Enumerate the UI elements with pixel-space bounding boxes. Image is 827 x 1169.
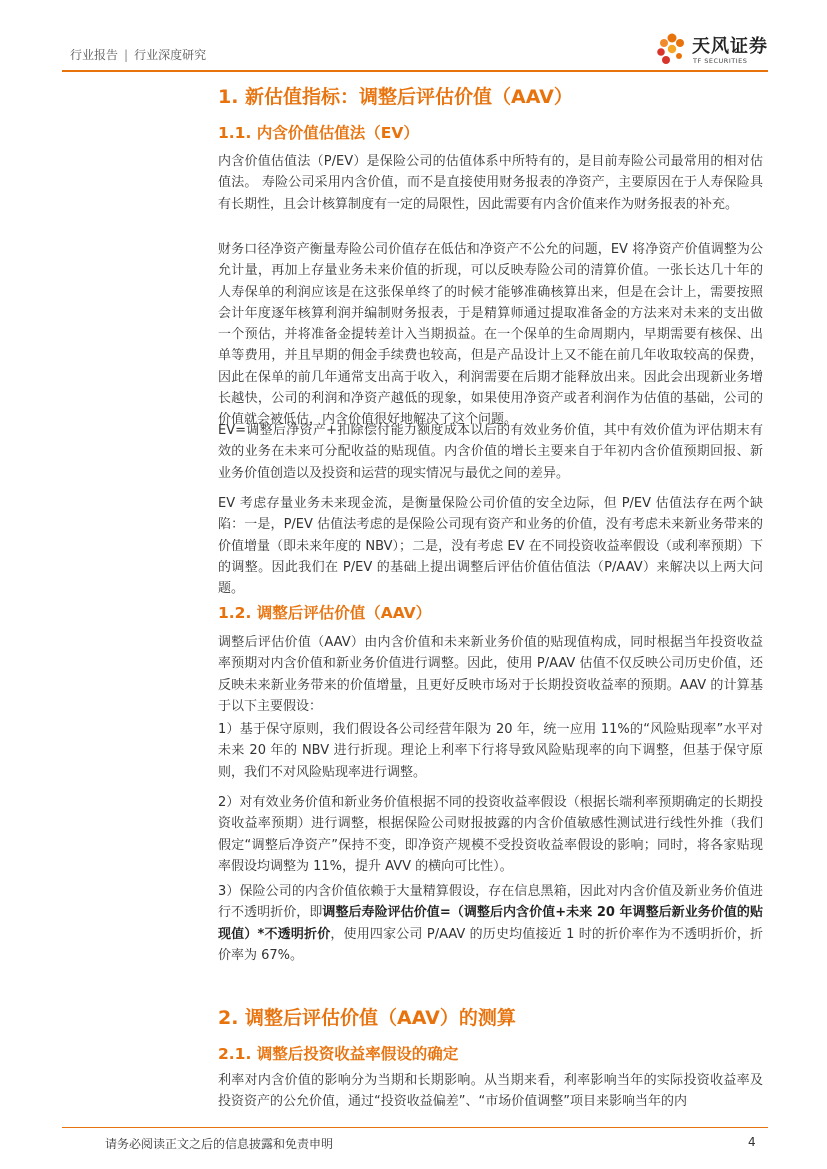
section-1-2-title: 1.2. 调整后评估价值（AAV） xyxy=(218,604,432,622)
paragraph-pev-defects: EV 考虑存量业务未来现金流，是衡量保险公司价值的安全边际，但 P/EV 估值法存在两个缺陷：一是，P/EV 估值法考虑的是保险公司现有资产和业务的价值，没有考虑未来新业务带来的价值增量（即未来年度的 NBV）；二是，没有考虑 EV 在不同投资收益率假设（或利率预期）下的调整。因此我们在 P/EV 的基础上提出调整后评估价值估值法（P/AAV）来解决以上两大问题。 xyxy=(218,496,763,597)
paragraph-ev-intro: 内含价值估值法（P/EV）是保险公司的估值体系中所特有的，是目前寿险公司最常用的相对估值法。 寿险公司采用内含价值，而不是直接使用财务报表的净资产，主要原因在于人寿保险具有长期性，且会计核算制度有一定的局限性，因此需要有内含价值来作为财务报表的补充。 xyxy=(218,154,763,212)
section-2-title: 2. 调整后评估价值（AAV）的测算 xyxy=(218,1007,516,1029)
brand-logo xyxy=(652,30,772,70)
assumption-3-text-a: 3）保险公司的内含价值依赖于大量精算假设，存在信息黑箱，因此对内含价值及新业务价值进行不透明折价，即 xyxy=(218,884,763,921)
assumption-3-text-b: ，使用四家公司 P/AAV 的历史均值接近 1 时的折价率作为不透明折价，折价率为 67%。 xyxy=(218,926,763,963)
section-2-1-title: 2.1. 调整后投资收益率假设的确定 xyxy=(218,1045,459,1063)
header-breadcrumb xyxy=(70,46,206,63)
flower-logo-icon xyxy=(652,30,692,70)
brand-name: 天风证券 xyxy=(692,36,768,57)
paragraph-assumption-3 xyxy=(218,881,763,966)
header-subcategory: 行业深度研究 xyxy=(134,48,207,62)
paragraph-assumption-2: 2）对有效业务价值和新业务价值根据不同的投资收益率假设（根据长端利率预期确定的长期投资收益率预期）进行调整，根据保险公司财报披露的内含价值敏感性测试进行线性外推（我们假定“调整后净资产”保持不变，即净资产规模不受投资收益率假设的影响；同时，将各家贴现率假设均调整为 11%，提升 AVV 的横向可比性）。 xyxy=(218,795,763,874)
header-separator: | xyxy=(124,48,129,62)
section-1-title: 1. 新估值指标：调整后评估价值（AAV） xyxy=(218,86,573,108)
brand-name-en: TF SECURITIES xyxy=(693,57,748,65)
paragraph-rate-impact: 利率对内含价值的影响分为当期和长期影响。从当期来看，利率影响当年的实际投资收益率及投资资产的公允价值，通过“投资收益偏差”、“市场价值调整”项目来影响当年的内 xyxy=(218,1073,763,1110)
footer-divider xyxy=(62,1127,768,1128)
paragraph-ev-rationale: 财务口径净资产衡量寿险公司价值存在低估和净资产不公允的问题，EV 将净资产价值调整为公允计量，再加上存量业务未来价值的折现，可以反映寿险公司的清算价值。一张长达几十年的人寿保单的利润应该是在这张保单终了的时候才能够准确核算出来，但是在会计上，需要按照会计年度逐年核算利润并编制财务报表，于是精算师通过提取准备金的方法来对未来的支出做一个预估，并将准备金提转差计入当期损益。在一个保单的生命周期内，早期需要有核保、出单等费用，并且早期的佣金手续费也较高，但是产品设计上又不能在前几年收取较高的保费，因此在保单的前几年通常支出高于收入，利润需要在后期才能释放出来。因此会出现新业务增长越快，公司的利润和净资产越低的现象，如果使用净资产或者利润作为估值的基础，公司的价值就会被低估，内含价值很好地解决了这个问题。 xyxy=(218,242,763,428)
footer-disclaimer: 请务必阅读正文之后的信息披露和免责申明 xyxy=(105,1137,334,1151)
section-1-1-title: 1.1. 内含价值估值法（EV） xyxy=(218,124,419,142)
aav-formula-bold: 调整后寿险评估价值=（调整后内含价值+未来 20 年调整后新业务价值的贴现值）*不透明折价 xyxy=(218,905,763,942)
paragraph-ev-formula: EV=调整后净资产+扣除偿付能力额度成本以后的有效业务价值，其中有效价值为评估期末有效的业务在未来可分配收益的贴现值。内含价值的增长主要来自于年初内含价值预期回报、新业务价值创造以及投资和运营的现实情况与最优之间的差异。 xyxy=(218,423,763,481)
header-category: 行业报告 xyxy=(70,48,119,62)
paragraph-assumption-1: 1）基于保守原则，我们假设各公司经营年限为 20 年，统一应用 11%的“风险贴现率”水平对未来 20 年的 NBV 进行折现。理论上利率下行将导致风险贴现率的向下调整，但基于保守原则，我们不对风险贴现率进行调整。 xyxy=(218,722,763,780)
header-divider xyxy=(62,70,768,72)
page-number: 4 xyxy=(748,1135,756,1149)
paragraph-aav-definition: 调整后评估价值（AAV）由内含价值和未来新业务价值的贴现值构成，同时根据当年投资收益率预期对内含价值和新业务价值进行调整。因此，使用 P/AAV 估值不仅反映公司历史价值，还反映未来新业务带来的价值增量，且更好反映市场对于长期投资收益率的预期。AAV 的计算基于以下主要假设： xyxy=(218,635,763,714)
